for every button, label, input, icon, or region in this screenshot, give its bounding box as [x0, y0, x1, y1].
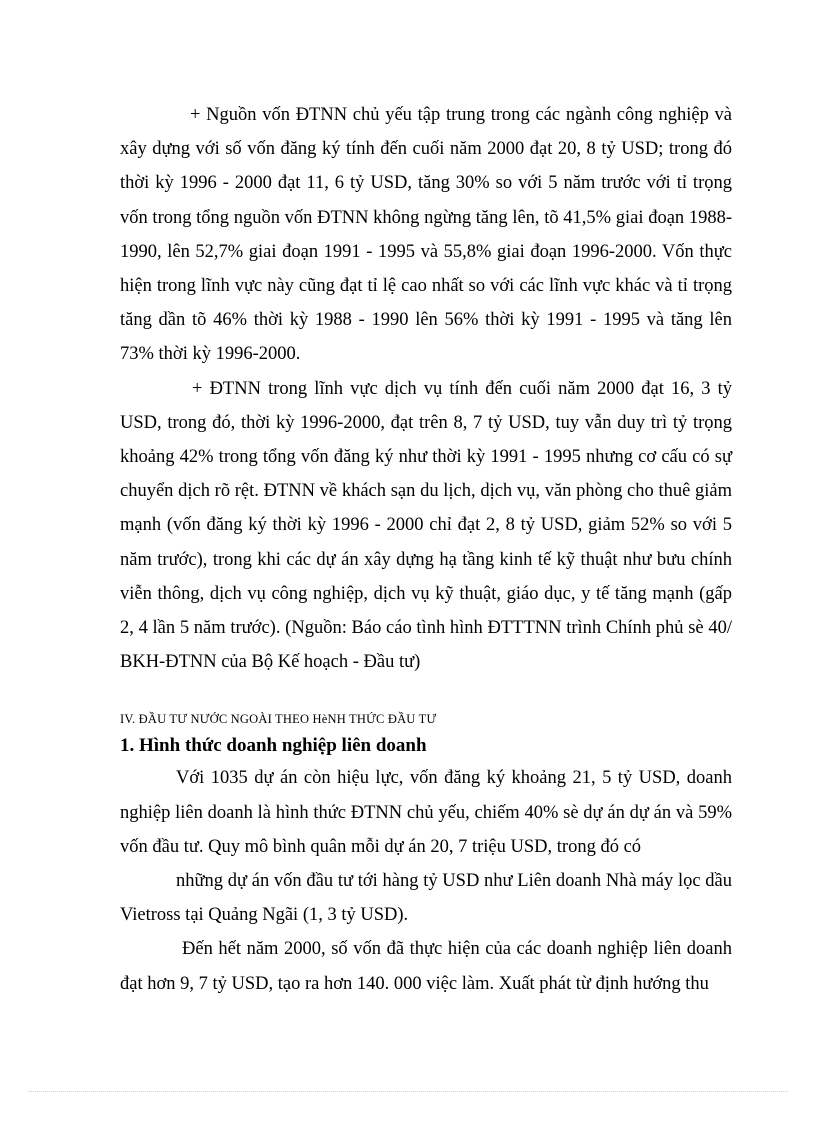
paragraph-joint-venture-examples: những dự án vốn đầu tư tới hàng tỷ USD như Liên doanh Nhà máy lọc dầu Vietross tại Quảng Ngãi (1, 3 tỷ USD).	[120, 871, 732, 926]
paragraph-industry-investment: + Nguồn vốn ĐTNN chủ yếu tập trung trong các ngành công nghiệp và xây dựng với số vốn đăng ký tính đến cuối năm 2000 đạt 20, 8 tỷ USD; trong đó thời kỳ 1996 - 2000 đạt 11, 6 tỷ USD, tăng 30% so với 5 năm trước với tỉ trọng vốn trong tổng nguồn vốn ĐTNN không ngừng tăng lên, tõ 41,5% giai đoạn 1988-1990, lên 52,7% giai đoạn 1991 - 1995 và 55,8% giai đoạn 1996-2000. Vốn thực hiện trong lĩnh vực này cũng đạt tỉ lệ cao nhất so với các lĩnh vực khác và tỉ trọng tăng dần tõ 46% thời kỳ 1988 - 1990 lên 56% thời kỳ 1991 - 1995 và tăng lên 73% thời kỳ 1996-2000.	[120, 105, 732, 365]
paragraph-service-investment: + ĐTNN trong lĩnh vực dịch vụ tính đến cuối năm 2000 đạt 16, 3 tỷ USD, trong đó, thời kỳ 1996-2000, đạt trên 8, 7 tỷ USD, tuy vẫn duy trì tỷ trọng khoảng 42% trong tổng vốn đăng ký như thời kỳ 1991 - 1995 nhưng cơ cấu có sự chuyển dịch rõ rệt. ĐTNN về khách sạn du lịch, dịch vụ, văn phòng cho thuê giảm mạnh (vốn đăng ký thời kỳ 1996 - 2000 chỉ đạt 2, 8 tỷ USD, giảm 52% so với 5 năm trước), trong khi các dự án xây dựng hạ tầng kinh tế kỹ thuật như bưu chính viễn thông, dịch vụ công nghiệp, dịch vụ kỹ thuật, giáo dục, y tế tăng mạnh (gấp 2, 4 lần 5 năm trước). (Nguồn: Báo cáo tình hình ĐTTTNN trình Chính phủ sè 40/ BKH-ĐTNN của Bộ Kế hoạch - Đầu tư)	[120, 378, 732, 673]
section-heading: IV. ĐẦU TƯ NƯỚC NGOÀI THEO HèNH THỨC ĐẦU TƯ	[120, 712, 437, 727]
paragraph-joint-venture-capital: Đến hết năm 2000, số vốn đã thực hiện của các doanh nghiệp liên doanh đạt hơn 9, 7 tỷ USD, tạo ra hơn 140. 000 việc làm. Xuất phát từ định hướng thu	[120, 939, 732, 994]
document-body	[120, 98, 732, 1001]
sub-heading-joint-venture: 1. Hình thức doanh nghiệp liên doanh	[120, 735, 427, 757]
page-footer-divider	[28, 1091, 788, 1092]
paragraph-joint-venture-overview: Với 1035 dự án còn hiệu lực, vốn đăng ký khoảng 21, 5 tỷ USD, doanh nghiệp liên doanh là hình thức ĐTNN chủ yếu, chiếm 40% sè dự án dự án và 59% vốn đầu tư. Quy mô bình quân mỗi dự án 20, 7 triệu USD, trong đó có	[120, 768, 732, 857]
